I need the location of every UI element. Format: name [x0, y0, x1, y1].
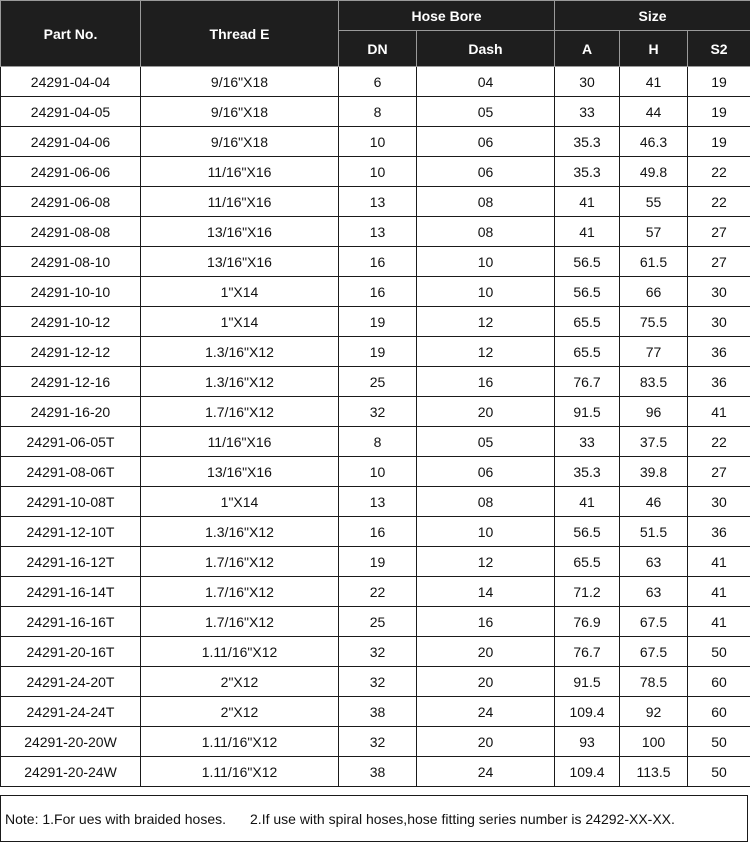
header-hose-bore: Hose Bore [339, 1, 555, 31]
h-cell: 46.3 [620, 127, 688, 157]
table-row [1, 607, 750, 637]
table-row [1, 757, 750, 787]
s2-cell: 22 [688, 187, 750, 217]
a-cell: 41 [555, 187, 620, 217]
thread-e-cell: 1.11/16"X12 [141, 757, 339, 787]
dash-cell: 12 [417, 547, 555, 577]
dash-cell: 06 [417, 127, 555, 157]
thread-e-cell: 2"X12 [141, 667, 339, 697]
dn-cell: 8 [339, 427, 417, 457]
dn-cell: 38 [339, 697, 417, 727]
thread-e-cell: 1.3/16"X12 [141, 517, 339, 547]
dash-cell: 08 [417, 487, 555, 517]
h-cell: 63 [620, 577, 688, 607]
header-thread-e: Thread E [141, 1, 339, 67]
a-cell: 71.2 [555, 577, 620, 607]
part-no-cell: 24291-04-05 [1, 97, 141, 127]
part-no-cell: 24291-04-04 [1, 67, 141, 97]
a-cell: 76.7 [555, 367, 620, 397]
s2-cell: 41 [688, 577, 750, 607]
a-cell: 35.3 [555, 457, 620, 487]
dn-cell: 8 [339, 97, 417, 127]
thread-e-cell: 9/16"X18 [141, 97, 339, 127]
table-row [1, 157, 750, 187]
part-no-cell: 24291-12-16 [1, 367, 141, 397]
s2-cell: 41 [688, 547, 750, 577]
thread-e-cell: 1"X14 [141, 277, 339, 307]
table-row [1, 547, 750, 577]
a-cell: 91.5 [555, 397, 620, 427]
dash-cell: 20 [417, 397, 555, 427]
dn-cell: 16 [339, 247, 417, 277]
table-row [1, 427, 750, 457]
dash-cell: 05 [417, 97, 555, 127]
thread-e-cell: 1.7/16"X12 [141, 577, 339, 607]
header-a: A [555, 31, 620, 67]
a-cell: 35.3 [555, 127, 620, 157]
a-cell: 33 [555, 427, 620, 457]
table-row [1, 487, 750, 517]
a-cell: 76.9 [555, 607, 620, 637]
h-cell: 39.8 [620, 457, 688, 487]
table-row [1, 637, 750, 667]
part-no-cell: 24291-16-14T [1, 577, 141, 607]
part-no-cell: 24291-08-08 [1, 217, 141, 247]
dash-cell: 08 [417, 217, 555, 247]
a-cell: 56.5 [555, 517, 620, 547]
table-row [1, 517, 750, 547]
thread-e-cell: 9/16"X18 [141, 67, 339, 97]
footnote-2: 2.If use with spiral hoses,hose fitting series number is 24292-XX-XX. [250, 810, 675, 827]
table-row [1, 667, 750, 697]
table-row [1, 97, 750, 127]
s2-cell: 60 [688, 667, 750, 697]
s2-cell: 41 [688, 397, 750, 427]
dn-cell: 16 [339, 517, 417, 547]
table-row [1, 367, 750, 397]
dn-cell: 19 [339, 547, 417, 577]
h-cell: 57 [620, 217, 688, 247]
part-no-cell: 24291-10-10 [1, 277, 141, 307]
h-cell: 63 [620, 547, 688, 577]
footnote-1: Note: 1.For ues with braided hoses. [5, 810, 227, 827]
s2-cell: 30 [688, 487, 750, 517]
h-cell: 92 [620, 697, 688, 727]
part-no-cell: 24291-12-12 [1, 337, 141, 367]
h-cell: 37.5 [620, 427, 688, 457]
part-no-cell: 24291-10-12 [1, 307, 141, 337]
h-cell: 44 [620, 97, 688, 127]
thread-e-cell: 9/16"X18 [141, 127, 339, 157]
part-no-cell: 24291-20-16T [1, 637, 141, 667]
dash-cell: 16 [417, 607, 555, 637]
table-body [1, 67, 750, 787]
thread-e-cell: 1.7/16"X12 [141, 547, 339, 577]
dash-cell: 06 [417, 457, 555, 487]
s2-cell: 19 [688, 127, 750, 157]
thread-e-cell: 1"X14 [141, 307, 339, 337]
s2-cell: 19 [688, 67, 750, 97]
dash-cell: 10 [417, 247, 555, 277]
part-no-cell: 24291-10-08T [1, 487, 141, 517]
h-cell: 46 [620, 487, 688, 517]
thread-e-cell: 13/16"X16 [141, 217, 339, 247]
a-cell: 41 [555, 217, 620, 247]
header-size: Size [555, 1, 750, 31]
thread-e-cell: 1"X14 [141, 487, 339, 517]
a-cell: 56.5 [555, 247, 620, 277]
dn-cell: 10 [339, 157, 417, 187]
dn-cell: 13 [339, 187, 417, 217]
part-no-cell: 24291-08-06T [1, 457, 141, 487]
s2-cell: 19 [688, 97, 750, 127]
thread-e-cell: 1.11/16"X12 [141, 637, 339, 667]
thread-e-cell: 11/16"X16 [141, 157, 339, 187]
part-no-cell: 24291-20-20W [1, 727, 141, 757]
part-no-cell: 24291-08-10 [1, 247, 141, 277]
a-cell: 41 [555, 487, 620, 517]
header-dash: Dash [417, 31, 555, 67]
a-cell: 56.5 [555, 277, 620, 307]
dash-cell: 05 [417, 427, 555, 457]
footnote [0, 795, 748, 842]
thread-e-cell: 1.11/16"X12 [141, 727, 339, 757]
part-no-cell: 24291-24-20T [1, 667, 141, 697]
table-row [1, 727, 750, 757]
part-no-cell: 24291-06-05T [1, 427, 141, 457]
s2-cell: 36 [688, 517, 750, 547]
table-row [1, 247, 750, 277]
a-cell: 65.5 [555, 337, 620, 367]
a-cell: 35.3 [555, 157, 620, 187]
h-cell: 41 [620, 67, 688, 97]
table-row [1, 577, 750, 607]
part-no-cell: 24291-04-06 [1, 127, 141, 157]
dash-cell: 14 [417, 577, 555, 607]
dash-cell: 08 [417, 187, 555, 217]
dash-cell: 12 [417, 307, 555, 337]
table-row [1, 67, 750, 97]
a-cell: 109.4 [555, 697, 620, 727]
h-cell: 51.5 [620, 517, 688, 547]
table-row [1, 127, 750, 157]
s2-cell: 41 [688, 607, 750, 637]
h-cell: 83.5 [620, 367, 688, 397]
dash-cell: 06 [417, 157, 555, 187]
table-row [1, 397, 750, 427]
dn-cell: 19 [339, 337, 417, 367]
part-no-cell: 24291-06-06 [1, 157, 141, 187]
dn-cell: 13 [339, 487, 417, 517]
dash-cell: 12 [417, 337, 555, 367]
dash-cell: 20 [417, 727, 555, 757]
part-no-cell: 24291-24-24T [1, 697, 141, 727]
dn-cell: 38 [339, 757, 417, 787]
table-row [1, 457, 750, 487]
dn-cell: 32 [339, 397, 417, 427]
dash-cell: 20 [417, 667, 555, 697]
header-dn: DN [339, 31, 417, 67]
h-cell: 66 [620, 277, 688, 307]
s2-cell: 50 [688, 757, 750, 787]
s2-cell: 27 [688, 217, 750, 247]
thread-e-cell: 1.7/16"X12 [141, 607, 339, 637]
dash-cell: 10 [417, 517, 555, 547]
thread-e-cell: 1.3/16"X12 [141, 337, 339, 367]
h-cell: 113.5 [620, 757, 688, 787]
a-cell: 30 [555, 67, 620, 97]
s2-cell: 27 [688, 247, 750, 277]
header-h: H [620, 31, 688, 67]
header-part-no: Part No. [1, 1, 141, 67]
h-cell: 96 [620, 397, 688, 427]
a-cell: 33 [555, 97, 620, 127]
dash-cell: 20 [417, 637, 555, 667]
h-cell: 55 [620, 187, 688, 217]
s2-cell: 30 [688, 307, 750, 337]
s2-cell: 36 [688, 367, 750, 397]
dn-cell: 22 [339, 577, 417, 607]
a-cell: 65.5 [555, 307, 620, 337]
h-cell: 78.5 [620, 667, 688, 697]
dn-cell: 32 [339, 637, 417, 667]
dash-cell: 04 [417, 67, 555, 97]
s2-cell: 50 [688, 727, 750, 757]
h-cell: 67.5 [620, 607, 688, 637]
table-row [1, 337, 750, 367]
header-s2: S2 [688, 31, 750, 67]
dash-cell: 16 [417, 367, 555, 397]
h-cell: 49.8 [620, 157, 688, 187]
thread-e-cell: 1.3/16"X12 [141, 367, 339, 397]
table-header [1, 1, 750, 67]
s2-cell: 50 [688, 637, 750, 667]
dn-cell: 32 [339, 727, 417, 757]
h-cell: 77 [620, 337, 688, 367]
dn-cell: 6 [339, 67, 417, 97]
dn-cell: 13 [339, 217, 417, 247]
a-cell: 109.4 [555, 757, 620, 787]
s2-cell: 60 [688, 697, 750, 727]
dn-cell: 25 [339, 367, 417, 397]
part-no-cell: 24291-06-08 [1, 187, 141, 217]
h-cell: 100 [620, 727, 688, 757]
dash-cell: 10 [417, 277, 555, 307]
a-cell: 91.5 [555, 667, 620, 697]
h-cell: 61.5 [620, 247, 688, 277]
part-no-cell: 24291-16-12T [1, 547, 141, 577]
part-no-cell: 24291-16-16T [1, 607, 141, 637]
thread-e-cell: 11/16"X16 [141, 187, 339, 217]
s2-cell: 36 [688, 337, 750, 367]
thread-e-cell: 11/16"X16 [141, 427, 339, 457]
dn-cell: 10 [339, 457, 417, 487]
s2-cell: 30 [688, 277, 750, 307]
s2-cell: 22 [688, 427, 750, 457]
dn-cell: 16 [339, 277, 417, 307]
h-cell: 75.5 [620, 307, 688, 337]
table-row [1, 277, 750, 307]
table-row [1, 307, 750, 337]
part-no-cell: 24291-12-10T [1, 517, 141, 547]
a-cell: 65.5 [555, 547, 620, 577]
table-row [1, 187, 750, 217]
dash-cell: 24 [417, 757, 555, 787]
thread-e-cell: 1.7/16"X12 [141, 397, 339, 427]
a-cell: 76.7 [555, 637, 620, 667]
thread-e-cell: 13/16"X16 [141, 457, 339, 487]
s2-cell: 27 [688, 457, 750, 487]
table-row [1, 217, 750, 247]
part-no-cell: 24291-20-24W [1, 757, 141, 787]
part-no-cell: 24291-16-20 [1, 397, 141, 427]
dn-cell: 32 [339, 667, 417, 697]
a-cell: 93 [555, 727, 620, 757]
dn-cell: 19 [339, 307, 417, 337]
thread-e-cell: 13/16"X16 [141, 247, 339, 277]
thread-e-cell: 2"X12 [141, 697, 339, 727]
dn-cell: 10 [339, 127, 417, 157]
dash-cell: 24 [417, 697, 555, 727]
table-row [1, 697, 750, 727]
h-cell: 67.5 [620, 637, 688, 667]
s2-cell: 22 [688, 157, 750, 187]
dn-cell: 25 [339, 607, 417, 637]
